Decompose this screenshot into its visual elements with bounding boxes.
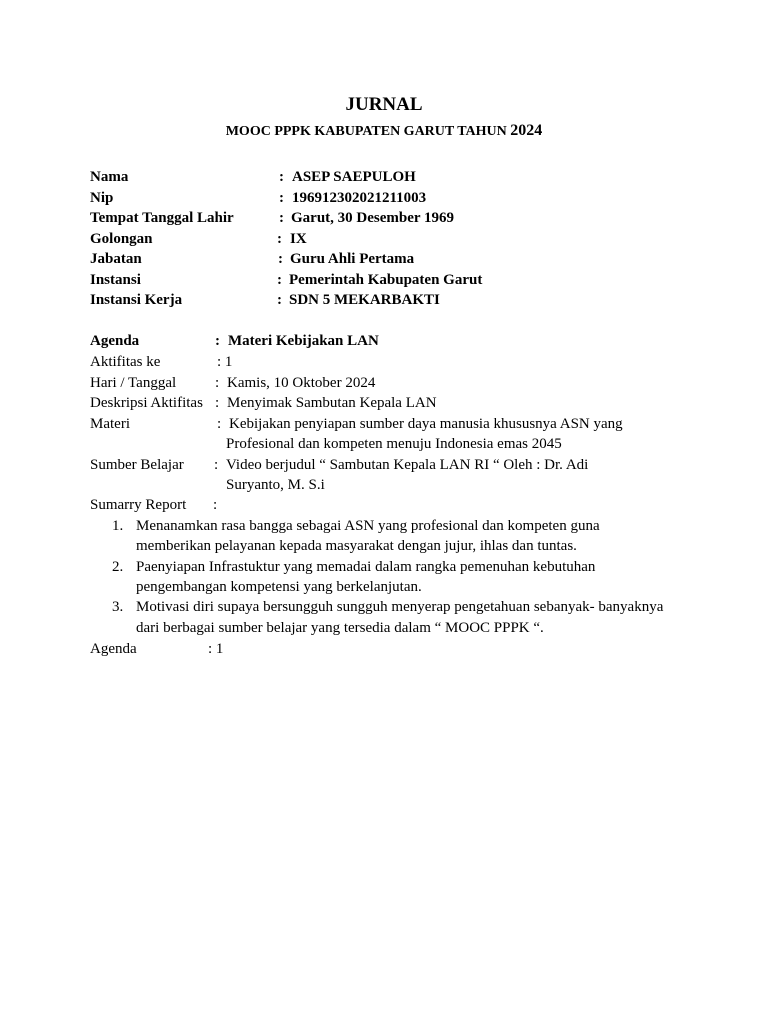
deskripsi-label: Deskripsi Aktifitas [90,395,203,411]
document-subtitle [0,120,768,143]
summary-item-line1: Paenyiapan Infrastuktur yang memadai dalam rangka pemenuhan kebutuhan [136,558,596,575]
summary-item-line1: Menanamkan rasa bangga sebagai ASN yang profesional dan kompeten guna [136,517,600,534]
summary-colon: : [213,497,218,513]
aktifitas-label: Aktifitas ke [90,354,161,370]
agenda-label: Agenda [90,333,140,349]
materi-colon: : [217,415,222,432]
agenda-value: Materi Kebijakan LAN [228,333,379,349]
aktifitas-value: : 1 [217,354,233,370]
sumber-colon: : [214,456,219,473]
subtitle-year: 2024 [510,122,543,139]
summary-item-line2: dari berbagai sumber belajar yang tersedia dalam “ MOOC PPPK “. [136,619,544,636]
footer-agenda-label: Agenda [90,640,137,657]
sumber-value-line1: Video berjudul “ Sambutan Kepala LAN RI “ Oleh : Dr. Adi [226,456,589,473]
footer-agenda-value: : 1 [208,640,224,657]
identity-value: IX [290,230,307,247]
identity-value: SDN 5 MEKARBAKTI [289,292,440,308]
summary-item-line1: Motivasi diri supaya bersungguh sungguh menyerap pengetahuan sebanyak- banyaknya [136,599,664,615]
agenda-colon: : [215,333,220,349]
identity-label: Nama [90,169,129,185]
identity-label: Golongan [90,230,153,247]
identity-colon: : [279,189,284,206]
hari-value: Kamis, 10 Oktober 2024 [227,374,376,391]
summary-item-line2: pengembangan kompetensi yang berkelanjutan. [136,579,422,595]
materi-value-line1: Kebijakan penyiapan sumber daya manusia khususnya ASN yang [229,415,623,432]
summary-item-line2: memberikan pelayanan kepada masyarakat dengan jujur, ihlas dan tuntas. [136,538,577,554]
identity-colon: : [278,251,283,267]
identity-colon: : [279,169,284,185]
summary-item-number: 3. [112,599,124,615]
identity-value: Guru Ahli Pertama [290,251,415,267]
document-title: JURNAL [345,94,423,115]
hari-label: Hari / Tanggal [90,374,177,391]
identity-value: 196912302021211003 [292,189,427,206]
materi-value-line2: Profesional dan kompeten menuju Indonesia emas 2045 [226,436,562,452]
identity-colon: : [277,230,282,247]
hari-colon: : [215,374,220,391]
subtitle-text: MOOC PPPK KABUPATEN GARUT TAHUN [225,124,511,139]
identity-label: Instansi Kerja [90,292,183,308]
sumber-value-line2: Suryanto, M. S.i [226,477,325,493]
identity-label: Nip [90,189,114,206]
identity-label: Instansi [90,271,141,288]
identity-colon: : [279,210,284,226]
deskripsi-colon: : [215,395,220,411]
summary-item-number: 2. [112,558,124,575]
identity-value: ASEP SAEPULOH [292,169,416,185]
identity-value: Pemerintah Kabupaten Garut [289,271,483,288]
identity-value: Garut, 30 Desember 1969 [291,210,455,226]
deskripsi-value: Menyimak Sambutan Kepala LAN [227,395,437,411]
identity-colon: : [277,271,282,288]
materi-label: Materi [90,415,130,432]
summary-item-number: 1. [112,517,124,534]
identity-label: Tempat Tanggal Lahir [90,210,234,226]
sumber-label: Sumber Belajar [90,456,184,473]
identity-colon: : [277,292,282,308]
identity-label: Jabatan [90,251,142,267]
summary-label: Sumarry Report [90,497,187,513]
